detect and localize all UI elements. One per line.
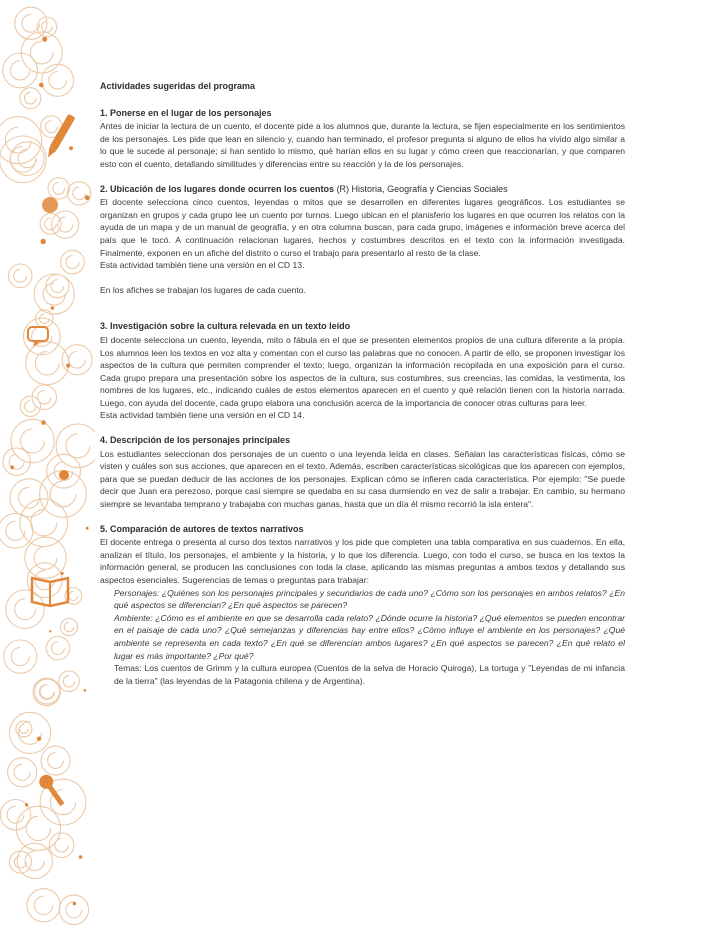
section-heading: 5. Comparación de autores de textos narrativos xyxy=(100,523,304,534)
swirl-ornament xyxy=(0,136,46,183)
swirl-ornament xyxy=(8,758,37,787)
dot-ornament xyxy=(69,146,73,150)
swirl-ornament xyxy=(21,32,62,73)
ink-blot-icon xyxy=(42,197,58,213)
swirl-ornament xyxy=(49,72,67,90)
swirl-ornament xyxy=(14,269,27,282)
section-paragraph: Antes de iniciar la lectura de un cuento, el docente pide a los alumnos que, durante la lectura, se fijen especialmente en los sentimientos de los personajes. Les pide que lean en silencio y, cuando han terminado, el profesor pregunta si alguno de ellos ha vivido algo similar a lo que le sucede al personaje; si han sentido lo mismo, qué harían ellos en su lugar y cómo creen que reaccionarían, y que comparen esto con el cuento, detallando similitudes y diferencias entre su reacción y la de los personajes. xyxy=(100,121,625,169)
dot-ornament xyxy=(73,902,76,905)
swirl-ornament xyxy=(45,121,57,133)
swirl-ornament xyxy=(42,64,74,96)
swirl-ornament xyxy=(22,14,40,32)
section-1 xyxy=(100,107,625,171)
swirl-ornament xyxy=(46,275,69,298)
section-2 xyxy=(100,183,625,297)
question-list xyxy=(100,587,625,688)
dot-ornament xyxy=(41,420,46,425)
swirl-ornament xyxy=(6,590,44,628)
swirl-ornament xyxy=(69,591,78,600)
swirl-ornament xyxy=(59,671,80,692)
swirl-ornament xyxy=(11,142,45,176)
swirl-ornament xyxy=(40,685,54,699)
swirl-ornament xyxy=(17,843,52,878)
drop-icon xyxy=(59,470,69,480)
swirl-ornament xyxy=(11,648,29,666)
dot-ornament xyxy=(49,630,51,632)
dot-ornament xyxy=(66,364,70,368)
section-paragraph: En los afiches se trabajan los lugares de cada cuento. xyxy=(100,284,306,295)
dot-ornament xyxy=(85,195,90,200)
dot-ornament xyxy=(84,689,87,692)
dot-ornament xyxy=(10,466,14,470)
section-heading: 4. Descripción de los personajes principales xyxy=(100,435,291,446)
dot-ornament xyxy=(51,306,55,310)
section-heading: 1. Ponerse en el lugar de los personajes xyxy=(100,107,272,118)
swirl-ornament xyxy=(60,619,77,636)
dot-ornament xyxy=(39,83,44,88)
section-heading: 3. Investigación sobre la cultura relevada en un texto leído xyxy=(100,321,351,332)
swirl-ornament xyxy=(48,753,64,769)
swirl-ornament xyxy=(19,487,40,508)
swirl-ornament xyxy=(63,676,74,687)
dot-ornament xyxy=(79,855,83,859)
microphone-icon xyxy=(37,772,69,809)
swirl-ornament xyxy=(59,895,88,924)
swirl-ornament xyxy=(25,537,66,578)
swirl-ornament xyxy=(11,419,54,462)
document-page xyxy=(100,80,625,699)
swirl-ornament xyxy=(31,510,57,536)
swirl-ornament xyxy=(4,640,37,673)
swirl-ornament xyxy=(34,546,57,569)
swirl-ornament xyxy=(50,481,76,507)
swirl-ornament xyxy=(56,424,95,468)
document-title: Actividades sugeridas del programa xyxy=(100,81,256,91)
dot-ornament xyxy=(37,737,41,741)
margin-decoration xyxy=(0,0,95,933)
swirl-ornament xyxy=(8,264,32,288)
swirl-ornament xyxy=(73,187,86,200)
swirl-ornament xyxy=(20,396,40,416)
dot-ornament xyxy=(41,239,46,244)
swirl-ornament xyxy=(25,851,44,870)
swirl-ornament xyxy=(20,725,29,734)
swirl-ornament xyxy=(34,896,52,914)
question-item: Ambiente: ¿Cómo es el ambiente en que se desarrolla cada relato? ¿Dónde ocurre la historia? ¿Qué elementos se pueden encontrar en el paisaje de cada uno? ¿Qué semejanzas y diferencias hay entre ellos? ¿Cómo influye el ambiente en los personajes? ¿Qué ambiente se representa en cada texto? ¿En qué se diferencian ambos lugares? ¿En qué aspectos se parecen? ¿En qué relato el lugar es más importante? ¿Por qué? xyxy=(114,612,625,661)
swirl-ornament xyxy=(53,183,65,195)
section-paragraph: El docente selecciona un cuento, leyenda, mito o fábula en el que se presenten elementos propios de una cultura diferente a la propia. Los alumnos leen los textos en voz alta y comentan con el curso las palabras que no conocen. A partir de ello, se proponen investigar los aspectos de la cultura que permiten comprender el texto; luego, organizan la información recopilada en una exposición para el curso. Cada grupo prepara una presentación sobre los aspectos de la cultura, sus costumbres, sus creencias, las comidas, la vestimenta, los nombres de los lugares, etc., indicando cuáles de estos elementos aparecen en el cuento y qué relación tienen con la historia narrada. Luego, con ayuda del docente, cada grupo elabora una conclusión acerca de la importancia de conocer otras culturas para leer. xyxy=(100,334,625,408)
section-paragraph: Esta actividad también tiene una versión en el CD 13. xyxy=(100,260,305,271)
section-paragraph: El docente entrega o presenta al curso dos textos narrativos y los pide que completen una tabla comparativa en sus cuadernos. En ella, analizan el título, los personajes, el ambiente y la historia, y lo que los diferencia. Luego, con todo el curso, se busca en los textos la información general, se producen las conclusiones con toda la clase, aplicando las mismas preguntas a ambos textos y detallando sus aspectos esenciales. Sugerencias de temas o preguntas para trabajar: xyxy=(100,537,625,585)
swirl-ornament xyxy=(20,88,41,109)
open-book-icon xyxy=(32,578,68,606)
swirl-ornament xyxy=(45,218,57,230)
section-4 xyxy=(100,434,625,511)
swirl-ornament xyxy=(26,816,50,840)
question-item: Personajes: ¿Quiénes son los personajes principales y secundarios de cada uno? ¿Cómo son los personajes en ambos relatos? ¿En qué aspectos se diferencian? ¿En qué aspectos se parecen? xyxy=(114,587,625,611)
swirl-ornament xyxy=(48,178,69,199)
swirl-ornament xyxy=(11,61,30,80)
swirl-ornament xyxy=(30,41,53,64)
swirl-ornament xyxy=(58,217,73,232)
question-item: Temas: Los cuentos de Grimm y la cultura europea (Cuentos de la selva de Horacio Quiroga), La tortuga y "Leyendas de mi infancia de la tierra" (las leyendas de la Patagonia chilena y de Argentina). xyxy=(114,663,625,686)
swirl-ornament xyxy=(33,678,60,705)
swirl-ornament xyxy=(52,642,65,655)
swirl-ornament xyxy=(14,764,30,780)
swirl-ornament xyxy=(9,712,50,753)
swirl-ornament xyxy=(69,351,86,368)
swirl-ornament xyxy=(24,92,36,104)
swirl-ornament xyxy=(0,513,33,548)
swirl-ornament xyxy=(20,499,68,547)
swirl-ornament xyxy=(46,636,69,659)
swirl-ornament xyxy=(43,283,65,305)
swirl-ornament xyxy=(35,351,59,375)
section-paragraph: Esta actividad también tiene una versión en el CD 14. xyxy=(100,410,305,421)
swirl-ornament xyxy=(67,182,90,205)
swirl-ornament xyxy=(62,345,92,375)
dot-ornament xyxy=(42,37,47,42)
swirl-ornament xyxy=(41,746,70,775)
swirl-ornament xyxy=(52,211,79,238)
section-paragraph: Los estudiantes seleccionan dos personajes de un cuento o una leyenda leída en clases. Señalan las características físicas, cómo se visten y cuáles son sus acciones, que aparecen en el texto. Además, escriben características sicológicas que los aparecen con ejemplos, para que se puedan deducir de las acciones de los personajes. Explican cómo se infieren cada característica. Por ejemplo: "Se puede decir que Juan era perezoso, porque casi siempre se quedaba en su casa durmiendo en vez de salir a trabajar. En cambio, su hermano siempre se levantaba temprano y trabajaba con muchas ganas, hasta que un día él mismo recorrió la isla entera". xyxy=(100,448,625,510)
swirl-ornament xyxy=(10,479,48,517)
swirl-ornament xyxy=(25,401,36,412)
dot-ornament xyxy=(86,527,89,530)
swirl-ornament xyxy=(61,250,85,274)
section-paragraph: El docente selecciona cinco cuentos, leyendas o mitos que se desarrollen en diferentes lugares geográficos. Los estudiantes se organizan en grupos y cada grupo lee un cuento por turnos. Luego ubican en el planisferio los lugares en que ocurren los relatos con la ayuda de un mapa y de un manual de geografía, y en otra columna buscan, para cada grupo, imágenes e información breve acerca del país que le tocó. A continuación relacionan lugares, hechos y costumbres descritos en el texto con la información investigada. Finalmente, exponen en un afiche del distrito o curso el trabajo para presentarlo al resto de la clase. xyxy=(100,197,625,258)
section-3 xyxy=(100,320,625,422)
swirl-ornament xyxy=(66,434,90,458)
swirl-ornament xyxy=(51,280,64,293)
swirl-ornament xyxy=(66,256,79,269)
swirl-ornament xyxy=(6,521,25,540)
section-heading xyxy=(100,183,625,196)
swirl-ornament xyxy=(39,684,54,699)
swirl-ornament xyxy=(35,679,60,704)
section-heading-text: 2. Ubicación de los lugares donde ocurren los cuentos xyxy=(100,183,335,194)
swirl-ornament xyxy=(64,622,73,631)
swirl-ornament xyxy=(27,889,60,922)
dot-ornament xyxy=(61,572,64,575)
section-heading-note: (R) Historia, Geografía y Ciencias Sociales xyxy=(334,183,508,194)
section-5 xyxy=(100,523,625,688)
dot-ornament xyxy=(25,803,28,806)
swirl-ornament xyxy=(21,429,45,453)
